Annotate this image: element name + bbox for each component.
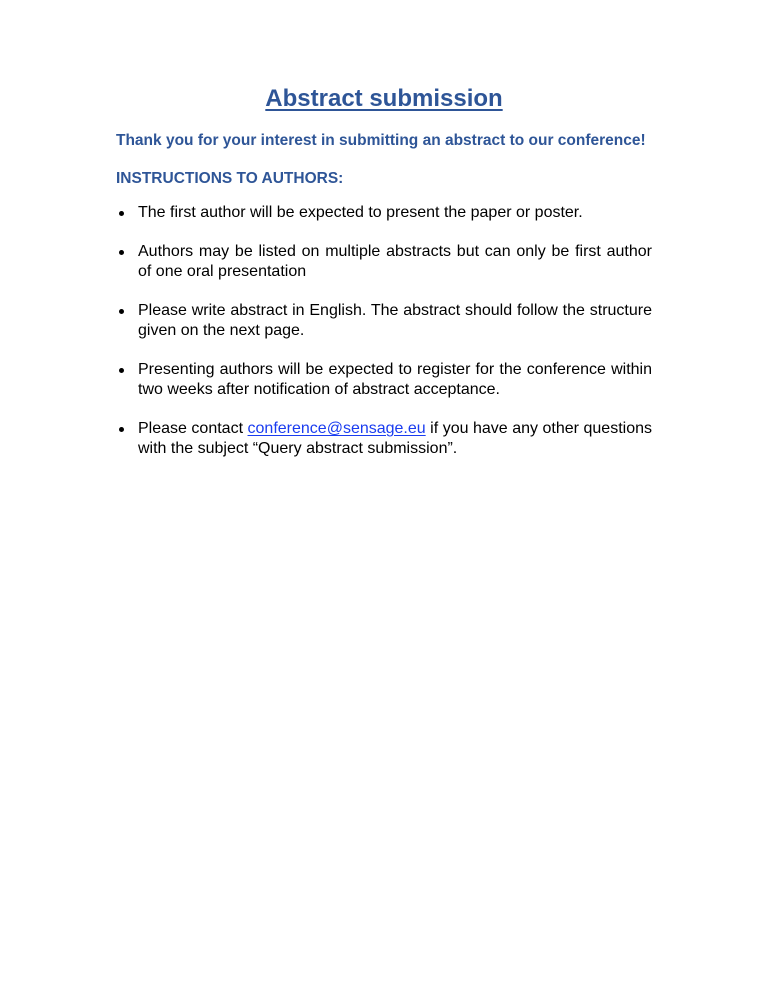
instructions-heading: INSTRUCTIONS TO AUTHORS: xyxy=(116,170,344,187)
bullet-icon xyxy=(119,368,124,373)
bullet-icon xyxy=(119,250,124,255)
bullet-icon xyxy=(119,309,124,314)
contact-text-before: Please contact xyxy=(138,420,248,437)
email-link[interactable]: conference@sensage.eu xyxy=(247,420,426,437)
list-item-text: Presenting authors will be expected to register for the conference within two weeks after notification of abstract acceptance. xyxy=(138,361,652,398)
list-item xyxy=(116,203,652,223)
list-item-text: Authors may be listed on multiple abstracts but can only be first author of one oral presentation xyxy=(138,243,652,280)
instructions-list xyxy=(116,203,652,459)
contact-item xyxy=(116,419,652,459)
list-item xyxy=(116,301,652,341)
document-page xyxy=(116,0,652,478)
bullet-icon xyxy=(119,427,124,432)
list-item xyxy=(116,242,652,282)
contact-text-after: if you have any other questions with the subject “Query abstract submission”. xyxy=(138,420,652,457)
page-title: Abstract submission xyxy=(265,85,503,112)
bullet-icon xyxy=(119,211,124,216)
intro-text: Thank you for your interest in submitting an abstract to our conference! xyxy=(116,132,646,149)
list-item-text: The first author will be expected to present the paper or poster. xyxy=(138,204,583,221)
list-item-text: Please write abstract in English. The abstract should follow the structure given on the next page. xyxy=(138,302,652,339)
list-item xyxy=(116,360,652,400)
